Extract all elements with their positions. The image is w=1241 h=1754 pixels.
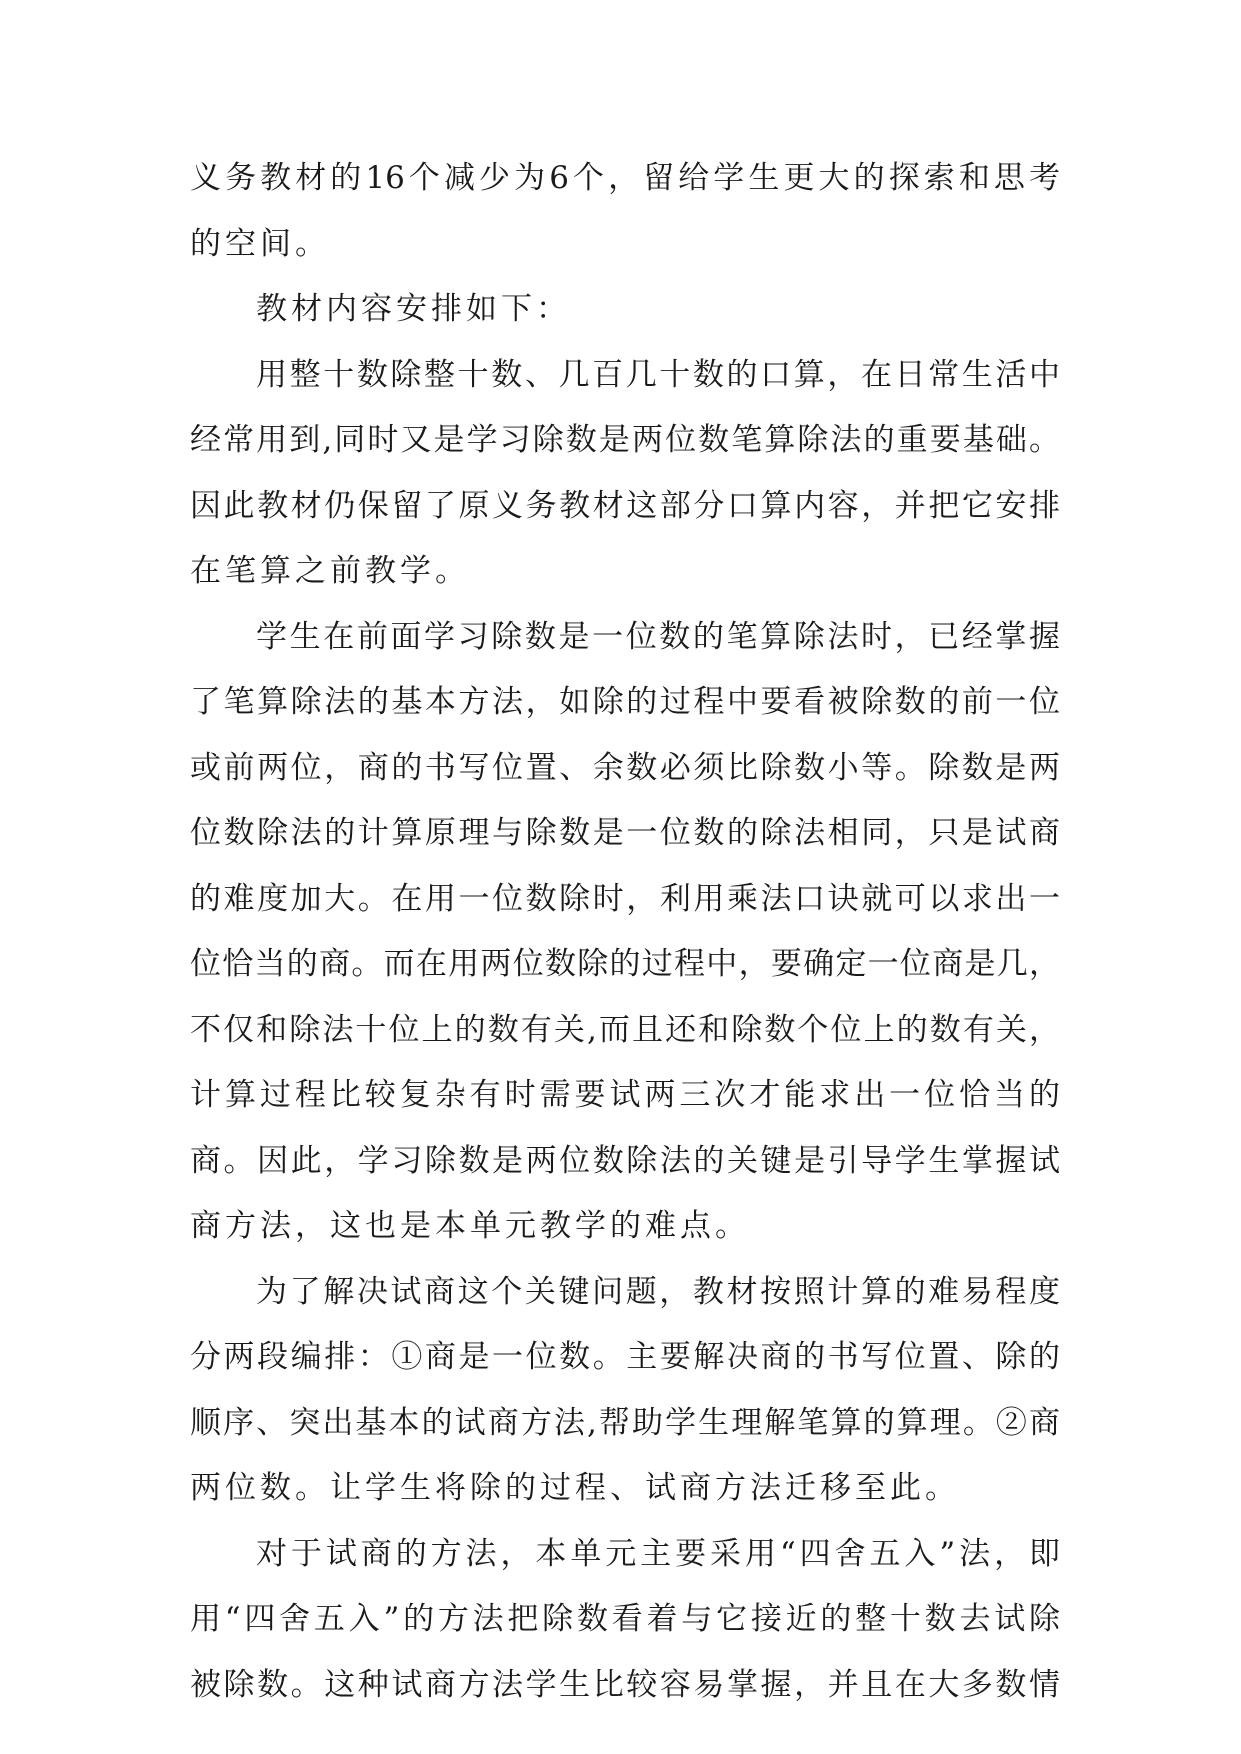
text-line: 位数除法的计算原理与除数是一位数的除法相同，只是试商 (190, 815, 1060, 851)
text-line: 的空间。 (190, 225, 330, 262)
text-line: 两位数。让学生将除的过程、试商方法迁移至此。 (190, 1470, 960, 1506)
text-line: 位恰当的商。而在用两位数除的过程中，要确定一位商是几， (190, 946, 1060, 982)
body-text (190, 146, 1060, 1718)
text-line: 计算过程比较复杂有时需要试两三次才能求出一位恰当的 (190, 1077, 1060, 1113)
text-line: 因此教材仍保留了原义务教材这部分口算内容，并把它安排 (190, 487, 1060, 524)
text-line: 商。因此，学习除数是两位数除法的关键是引导学生掌握试 (190, 1142, 1060, 1179)
text-line: 为了解决试商这个关键问题，教材按照计算的难易程度 (256, 1273, 1060, 1310)
text-line: 商方法，这也是本单元教学的难点。 (190, 1208, 750, 1244)
text-line: 用“四舍五入”的方法把除数看着与它接近的整十数去试除 (190, 1601, 1060, 1637)
text-line: 分两段编排：①商是一位数。主要解决商的书写位置、除的 (190, 1339, 1060, 1375)
text-line: 被除数。这种试商方法学生比较容易掌握，并且在大多数情 (190, 1666, 1060, 1703)
text-line: 或前两位，商的书写位置、余数必须比除数小等。除数是两 (190, 749, 1060, 786)
text-line: 了笔算除法的基本方法，如除的过程中要看被除数的前一位 (190, 684, 1060, 720)
text-line: 教材内容安排如下： (256, 291, 571, 327)
text-line: 顺序、突出基本的试商方法,帮助学生理解笔算的算理。②商 (190, 1404, 1060, 1441)
text-line: 义务教材的16个减少为6个，留给学生更大的探索和思考 (190, 160, 1060, 196)
text-line: 学生在前面学习除数是一位数的笔算除法时，已经掌握 (256, 618, 1060, 655)
text-line: 用整十数除整十数、几百几十数的口算，在日常生活中 (256, 356, 1060, 393)
text-line: 的难度加大。在用一位数除时，利用乘法口诀就可以求出一 (190, 880, 1060, 917)
text-line: 在笔算之前教学。 (190, 553, 470, 589)
text-line: 不仅和除法十位上的数有关,而且还和除数个位上的数有关， (190, 1011, 1060, 1048)
text-line: 经常用到,同时又是学习除数是两位数笔算除法的重要基础。 (190, 422, 1060, 458)
text-line: 对于试商的方法，本单元主要采用“四舍五入”法，即 (256, 1535, 1060, 1572)
